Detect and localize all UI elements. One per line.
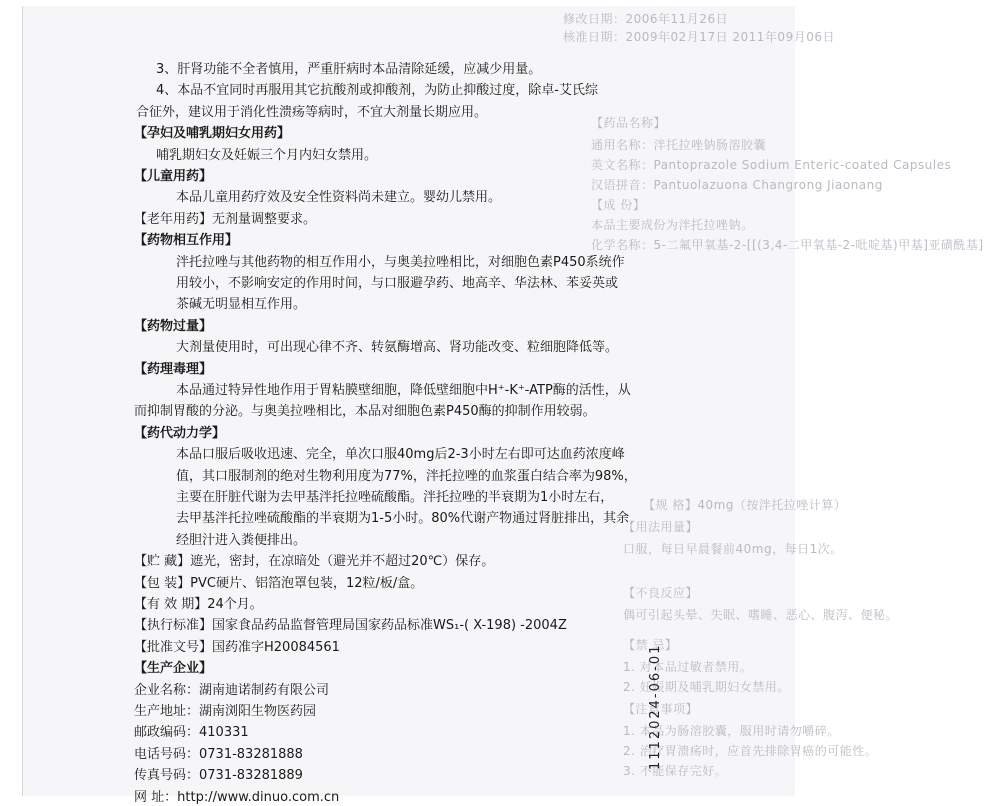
text-line: 而抑制胃酸的分泌。与奥美拉唑相比，本品对细胞色素P450酶的抑制作用较弱。 <box>134 404 596 419</box>
package-insert-sheet <box>22 6 984 796</box>
postal-code: 邮政编码：410331 <box>134 725 249 740</box>
bleed-through-line: 【不良反应】 <box>623 586 699 600</box>
bleed-through-line: 【用法用量】 <box>623 520 699 534</box>
bleed-through-line: 【注意事项】 <box>623 702 699 716</box>
bleed-through-date-2: 核准日期：2009年02月17日 2011年09月06日 <box>563 30 835 44</box>
bleed-through-line: 本品主要成份为泮托拉唑钠。 <box>591 218 754 232</box>
standard-line: 【执行标准】国家食品药品监督管理局国家药品标准WS₁-( X-198) -2004Z <box>134 618 567 633</box>
bleed-through-line: 通用名称：泮托拉唑钠肠溶胶囊 <box>591 138 767 152</box>
text-line: 茶碱无明显相互作用。 <box>176 297 307 312</box>
bleed-through-line: 2. 治疗胃溃疡时，应首先排除胃癌的可能性。 <box>623 744 878 758</box>
section-heading: 【药代动力学】 <box>134 426 226 441</box>
bleed-through-line: 口服，每日早晨餐前40mg，每日1次。 <box>623 542 843 556</box>
text-line: 4、本品不宜同时再服用其它抗酸剂或抑酸剂，为防止抑酸过度，除卓-艾氏综 <box>156 83 598 98</box>
text-line: 合征外，建议用于消化性溃疡等病时，不宜大剂量长期应用。 <box>136 105 488 120</box>
section-heading: 【药理毒理】 <box>134 362 213 377</box>
bleed-through-line: 1. 对本品过敏者禁用。 <box>623 660 753 674</box>
text-line: 去甲基泮托拉唑硫酸酯的半衰期为1-5小时。80%代谢产物通过肾脏排出，其余 <box>176 511 630 526</box>
text-line: 大剂量使用时，可出现心律不齐、转氨酶增高、肾功能改变、粒细胞降低等。 <box>176 340 619 355</box>
text-line: 本品口服后吸收迅速、完全，单次口服40mg后2-3小时左右即可达血药浓度峰 <box>176 447 625 462</box>
bleed-through-date-1: 修改日期：2006年11月26日 <box>563 12 729 26</box>
bleed-through-line: 【药品名称】 <box>591 116 667 130</box>
company-name: 企业名称：湖南迪诺制药有限公司 <box>134 683 330 698</box>
text-line: 哺乳期妇女及妊娠三个月内妇女禁用。 <box>156 148 378 163</box>
text-line: 主要在肝脏代谢为去甲基泮托拉唑硫酸酯。泮托拉唑的半衰期为1小时左右， <box>176 490 614 505</box>
text-line: 本品通过特异性地作用于胃粘膜壁细胞，降低壁细胞中H⁺-K⁺-ATP酶的活性，从 <box>176 383 631 398</box>
bleed-through-line: 偶可引起头晕、失眠、嗜睡、恶心、腹泻、便秘。 <box>623 608 899 622</box>
expiry-line: 【有 效 期】24个月。 <box>134 597 263 612</box>
section-heading: 【老年用药】无剂量调整要求。 <box>134 212 317 227</box>
bleed-through-line: 3. 不能保存完好。 <box>623 764 728 778</box>
website: 网 址：http://www.dinuo.com.cn <box>134 790 340 805</box>
section-heading: 【孕妇及哺乳期妇女用药】 <box>134 126 291 141</box>
text-line: 3、肝肾功能不全者慎用，严重肝病时本品清除延缓，应减少用量。 <box>156 62 542 77</box>
text-line: 值，其口服制剂的绝对生物利用度为77%，泮托拉唑的血浆蛋白结合率为98%， <box>176 469 637 484</box>
text-line: 本品儿童用药疗效及安全性资料尚未建立。婴幼儿禁用。 <box>176 190 502 205</box>
approval-line: 【批准文号】国药准字H20084561 <box>134 640 340 655</box>
package-line: 【包 装】PVC硬片、铝箔泡罩包装，12粒/板/盒。 <box>134 576 424 591</box>
bleed-through-line: 【规 格】40mg（按泮托拉唑计算） <box>643 498 847 512</box>
bleed-through-line: 1. 本品为肠溶胶囊，服用时请勿嚼碎。 <box>623 724 840 738</box>
section-heading: 【儿童用药】 <box>134 169 213 184</box>
bleed-through-line: 2. 妊娠期及哺乳期妇女禁用。 <box>623 680 790 694</box>
company-address: 生产地址：湖南浏阳生物医药园 <box>134 704 317 719</box>
bleed-through-line: 英文名称：Pantoprazole Sodium Enteric-coated Capsules <box>591 158 952 172</box>
text-line: 用较小，不影响安定的作用时间，与口服避孕药、地高辛、华法林、苯妥英或 <box>176 276 619 291</box>
fax-number: 传真号码：0731-83281889 <box>134 768 303 783</box>
text-line: 经胆汁进入粪便排出。 <box>176 533 307 548</box>
bleed-through-line: 【成 份】 <box>591 198 646 212</box>
text-line: 泮托拉唑与其他药物的相互作用小，与奥美拉唑相比，对细胞色素P450系统作 <box>176 255 625 270</box>
phone-number: 电话号码：0731-83281888 <box>134 747 303 762</box>
bleed-through-line: 【禁 忌】 <box>623 638 678 652</box>
bleed-through-line: 化学名称：5-二氟甲氧基-2-[[(3,4-二甲氧基-2-吡啶基)甲基]亚磺酰基] <box>591 238 984 252</box>
storage-line: 【贮 藏】遮光，密封，在凉暗处（避光并不超过20℃）保存。 <box>134 554 495 569</box>
section-heading: 【药物相互作用】 <box>134 233 239 248</box>
bleed-through-line: 汉语拼音：Pantuolazuona Changrong Jiaonang <box>591 178 883 192</box>
section-heading: 【生产企业】 <box>134 661 213 676</box>
side-print-code: 1112024-06-01 <box>648 643 663 770</box>
section-heading: 【药物过量】 <box>134 319 213 334</box>
